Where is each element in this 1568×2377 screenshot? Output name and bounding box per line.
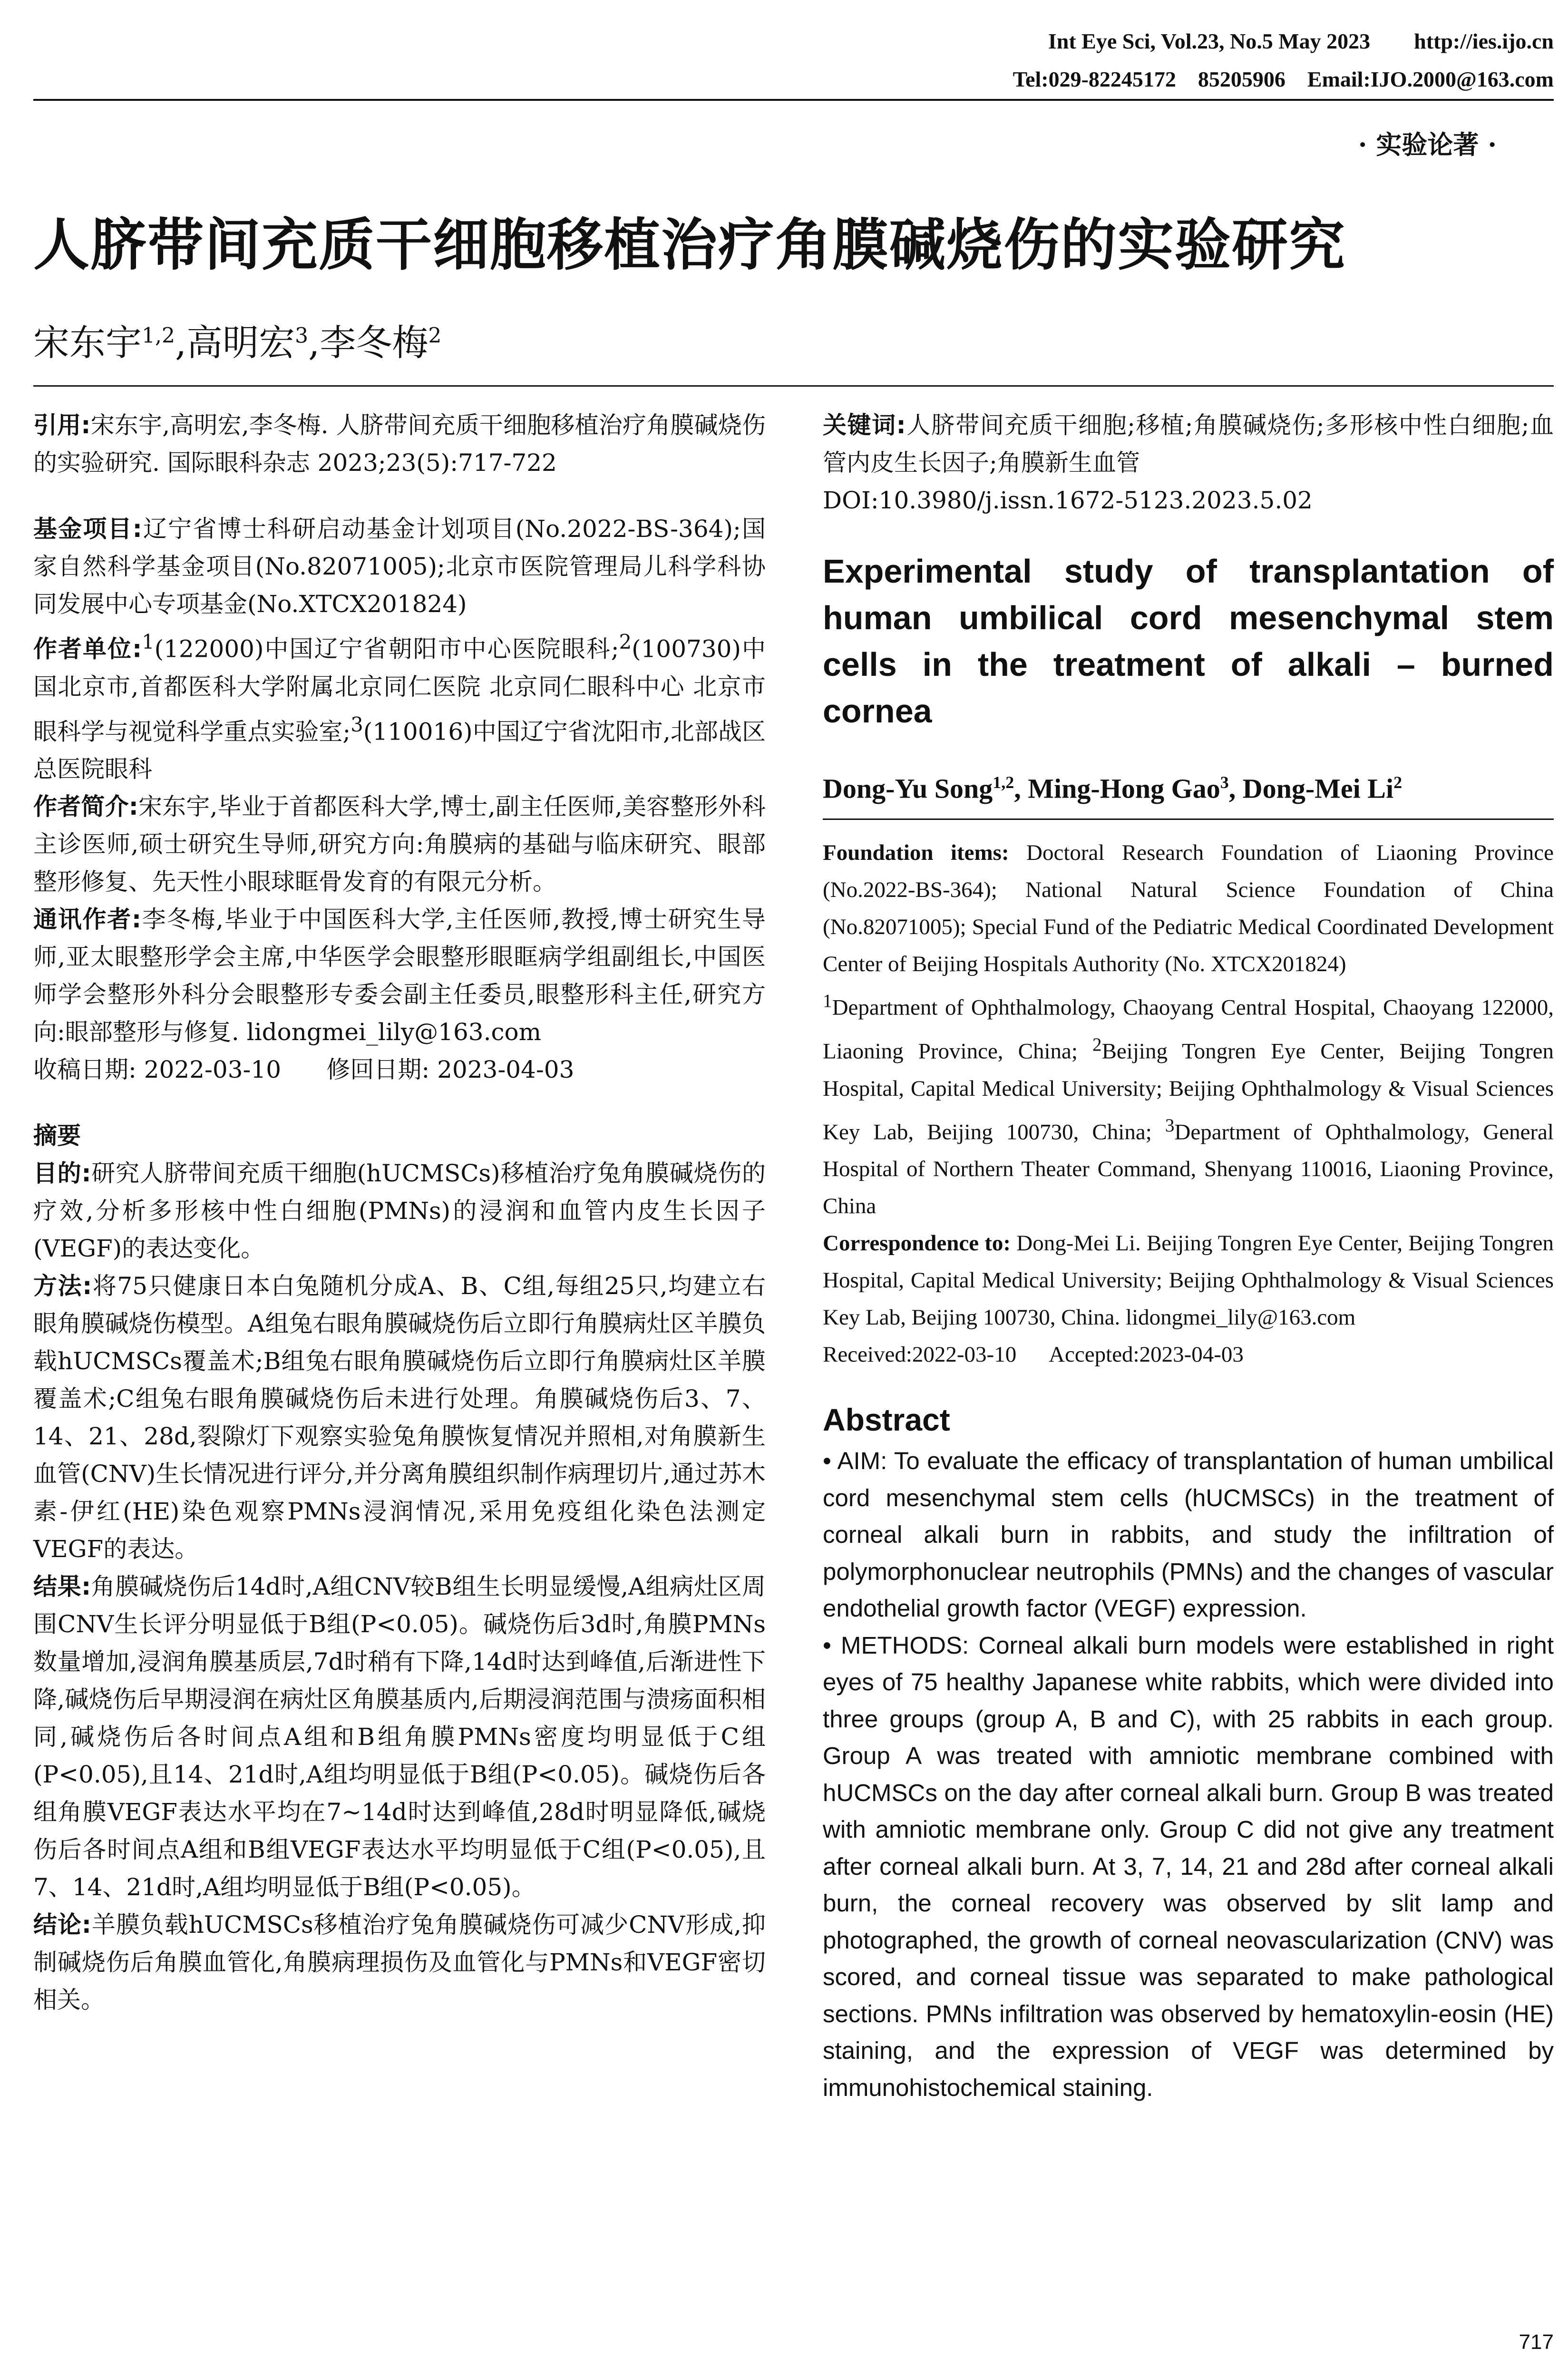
bio-text: 宋东宇,毕业于首都医科大学,博士,副主任医师,美容整形外科主诊医师,硕士研究生导师,研究方向:角膜病的基础与临床研究、眼部整形修复、先天性小眼球眶骨发育的有限元分析。	[33, 793, 766, 896]
methods-cn-text: 将75只健康日本白兔随机分成A、B、C组,每组25只,均建立右眼角膜碱烧伤模型。A组兔右眼角膜碱烧伤后立即行角膜病灶区羊膜负载hUCMSCs覆盖术;B组兔右眼角膜碱烧伤后立即行角膜病灶区羊膜覆盖术;C组兔右眼角膜碱烧伤后未进行处理。角膜碱烧伤后3、7、14、21、28d,裂隙灯下观察实验兔角膜恢复情况并照相,对角膜新生血管(CNV)生长情况进行评分,并分离角膜组织制作病理切片,通过苏木素-伊红(HE)染色观察PMNs浸润情况,采用免疫组化染色法测定VEGF的表达。	[33, 1272, 766, 1563]
keywords-text: 人脐带间充质干细胞;移植;角膜碱烧伤;多形核中性白细胞;血管内皮生长因子;角膜新生血管	[823, 411, 1554, 477]
page-number: 717	[1519, 2330, 1554, 2354]
conclusion-cn-label: 结论:	[33, 1911, 91, 1939]
methods-en	[823, 1627, 1554, 2106]
aim-en-label: • AIM:	[823, 1447, 887, 1475]
citation-label: 引用:	[33, 411, 91, 439]
fund-label: 基金项目:	[33, 515, 142, 543]
author-1-affil: 1,2	[142, 323, 175, 348]
left-column	[33, 407, 766, 2019]
english-title: Experimental study of transplantation of human umbilical cord mesenchymal stem cells in the treatment of alkali – burned cornea	[823, 553, 1554, 730]
fund-text: 辽宁省博士科研启动基金计划项目(No.2022-BS-364);国家自然科学基金项目(No.82071005);北京市医院管理局儿科学科协同发展中心专项基金(No.XTCX201824)	[33, 515, 766, 618]
aim-cn	[33, 1155, 766, 1267]
header-rule	[33, 99, 1554, 101]
unit-2: (100730)中国北京市,首都医科大学附属北京同仁医院 北京同仁眼科中心 北京市眼科学与视觉科学重点实验室;	[33, 635, 766, 746]
unit-2-sup: 2	[619, 630, 632, 653]
journal-header-line1: Int Eye Sci, Vol.23, No.5 May 2023 http://ies.ijo.cn	[1048, 29, 1554, 53]
received-accepted: Received:2022-03-10 Accepted:2023-04-03	[823, 1342, 1244, 1367]
conclusion-cn-text: 羊膜负载hUCMSCs移植治疗兔角膜碱烧伤可减少CNV形成,抑制碱烧伤后角膜血管化,角膜病理损伤及血管化与PMNs和VEGF密切相关。	[33, 1911, 766, 2014]
en-author-3-affil: 2	[1393, 773, 1402, 792]
foundation-label: Foundation items:	[823, 840, 1009, 866]
corr-label: 通讯作者:	[33, 906, 142, 934]
aff-1-sup: 1	[823, 991, 832, 1012]
en-author-2: , Ming-Hong Gao	[1014, 773, 1220, 804]
correspondence-label: Correspondence to:	[823, 1231, 1011, 1256]
correspondence	[823, 1225, 1554, 1336]
unit-1: (122000)中国辽宁省朝阳市中心医院眼科;	[154, 635, 619, 663]
affiliations	[823, 983, 1554, 1225]
author-3-affil: 2	[428, 323, 442, 348]
aff-2-sup: 2	[1092, 1034, 1102, 1055]
aff-2: Beijing Tongren Eye Center, Beijing Tongren Hospital, Capital Medical University; Beijing Ophthalmology & Visual Sciences Key Lab, Beijing 100730, China;	[823, 1039, 1554, 1145]
corresponding-author	[33, 901, 766, 1051]
aff-3: Department of Ophthalmology, General Hospital of Northern Theater Command, Shenyang 110016, Liaoning Province, China	[823, 1120, 1554, 1219]
methods-en-text: Corneal alkali burn models were established in right eyes of 75 healthy Japanese white rabbits, which were divided into three groups (group A, B and C), with 25 rabbits in each group. Group A was treated with amniotic membrane combined with hUCMSCs on the day after corneal alkali burn. Group B was treated with amniotic membrane only. Group C did not give any treatment after corneal alkali burn. At 3, 7, 14, 21 and 28d after corneal alkali burn, the corneal recovery was observed by slit lamp and photographed, the growth of corneal neovascularization (CNV) was scored, and corneal tissue was separated to make pathological sections. PMNs infiltration was observed by hematoxylin-eosin (HE) staining, and the expression of VEGF was determined by immunohistochemical staining.	[823, 1631, 1554, 2101]
en-author-3: , Dong-Mei Li	[1228, 773, 1394, 804]
aim-cn-text: 研究人脐带间充质干细胞(hUCMSCs)移植治疗兔角膜碱烧伤的疗效,分析多形核中性白细胞(PMNs)的浸润和血管内皮生长因子(VEGF)的表达变化。	[33, 1159, 766, 1263]
authors-rule	[33, 385, 1554, 387]
author-units	[33, 623, 766, 788]
results-cn-text: 角膜碱烧伤后14d时,A组CNV较B组生长明显缓慢,A组病灶区周围CNV生长评分明显低于B组(P<0.05)。碱烧伤后3d时,角膜PMNs数量增加,浸润角膜基质层,7d时稍有下降,14d时达到峰值,后渐进性下降,碱烧伤后早期浸润在病灶区角膜基质内,后期浸润范围与溃疡面积相同,碱烧伤后各时间点A组和B组角膜PMNs密度均明显低于C组(P<0.05),且14、21d时,A组均明显低于B组(P<0.05)。碱烧伤后各组角膜VEGF表达水平均在7~14d时达到峰值,28d时明显降低,碱烧伤后各时间点A组和B组VEGF表达水平均明显低于C组(P<0.05),且7、14、21d时,A组均明显低于B组(P<0.05)。	[33, 1573, 766, 1901]
unit-3: (110016)中国辽宁省沈阳市,北部战区总医院眼科	[33, 718, 766, 783]
unit-1-sup: 1	[142, 630, 155, 653]
foundation-text: Doctoral Research Foundation of Liaoning Province (No.2022-BS-364); National Natural Science Foundation of China (No.82071005); Special Fund of the Pediatric Medical Coordinated Development Center of Beijing Hospitals Authority (No. XTCX201824)	[823, 840, 1554, 977]
citation-text: 宋东宇,高明宏,李冬梅. 人脐带间充质干细胞移植治疗角膜碱烧伤的实验研究. 国际眼科杂志 2023;23(5):717-722	[33, 411, 766, 477]
corr-text: 李冬梅,毕业于中国医科大学,主任医师,教授,博士研究生导师,亚太眼整形学会主席,中华医学会眼整形眼眶病学组副组长,中国医师学会整形外科分会眼整形专委会副主任委员,眼整形科主任,研究方向:眼部整形与修复. lidongmei_lily@163.com	[33, 906, 766, 1046]
author-2-affil: 3	[295, 323, 309, 348]
methods-cn	[33, 1267, 766, 1568]
english-author-list	[823, 772, 1554, 804]
aim-en	[823, 1442, 1554, 1627]
received-dates: 收稿日期: 2022-03-10 修回日期: 2023-04-03	[33, 1056, 575, 1084]
methods-en-label: • METHODS:	[823, 1631, 969, 1659]
author-1: 宋东宇	[33, 321, 142, 364]
bio-label: 作者简介:	[33, 793, 138, 821]
results-cn-label: 结果:	[33, 1573, 91, 1601]
en-author-1: Dong-Yu Song	[823, 773, 993, 804]
units-label: 作者单位:	[33, 635, 142, 663]
conclusion-cn	[33, 1906, 766, 2019]
paper-title: 人脐带间充质干细胞移植治疗角膜碱烧伤的实验研究	[33, 212, 1346, 278]
results-cn	[33, 1568, 766, 1906]
en-author-2-affil: 3	[1220, 773, 1229, 792]
author-3: ,李冬梅	[308, 321, 429, 364]
aim-cn-label: 目的:	[33, 1159, 91, 1188]
unit-3-sup: 3	[351, 712, 363, 736]
aim-en-text: To evaluate the efficacy of transplantation of human umbilical cord mesenchymal stem cells (hUCMSCs) in the treatment of corneal alkali burn in rabbits, and study the infiltration of polymorphonuclear neutrophils (PMNs) and the changes of vascular endothelial growth factor (VEGF) expression.	[823, 1447, 1554, 1622]
author-bio	[33, 788, 766, 901]
abstract-heading: Abstract	[823, 1402, 950, 1438]
aff-3-sup: 3	[1165, 1115, 1175, 1136]
author-list	[33, 314, 441, 366]
keywords-label: 关键词:	[823, 411, 906, 439]
abstract-heading-cn-text: 摘要	[33, 1122, 81, 1150]
author-2: ,高明宏	[175, 321, 295, 364]
correspondence-text: Dong-Mei Li. Beijing Tongren Eye Center, Beijing Tongren Hospital, Capital Medical University; Beijing Ophthalmology & Visual Sciences Key Lab, Beijing 100730, China. lidongmei_lily@163.com	[823, 1231, 1554, 1330]
right-column	[823, 407, 1554, 2106]
foundation-items	[823, 834, 1554, 983]
citation	[33, 407, 766, 482]
aff-1: Department of Ophthalmology, Chaoyang Central Hospital, Chaoyang 122000, Liaoning Province, China;	[823, 995, 1554, 1064]
methods-cn-label: 方法:	[33, 1272, 92, 1300]
journal-header-line2: Tel:029-82245172 85205906 Email:IJO.2000@163.com	[1013, 67, 1554, 91]
en-author-1-affil: 1,2	[993, 773, 1014, 792]
doi: DOI:10.3980/j.issn.1672-5123.2023.5.02	[823, 487, 1313, 514]
fund	[33, 510, 766, 623]
section-tag: · 实验论著 ·	[1358, 129, 1497, 160]
abstract-heading-cn	[33, 1117, 766, 1155]
keywords	[823, 407, 1554, 482]
en-authors-rule	[823, 818, 1554, 820]
